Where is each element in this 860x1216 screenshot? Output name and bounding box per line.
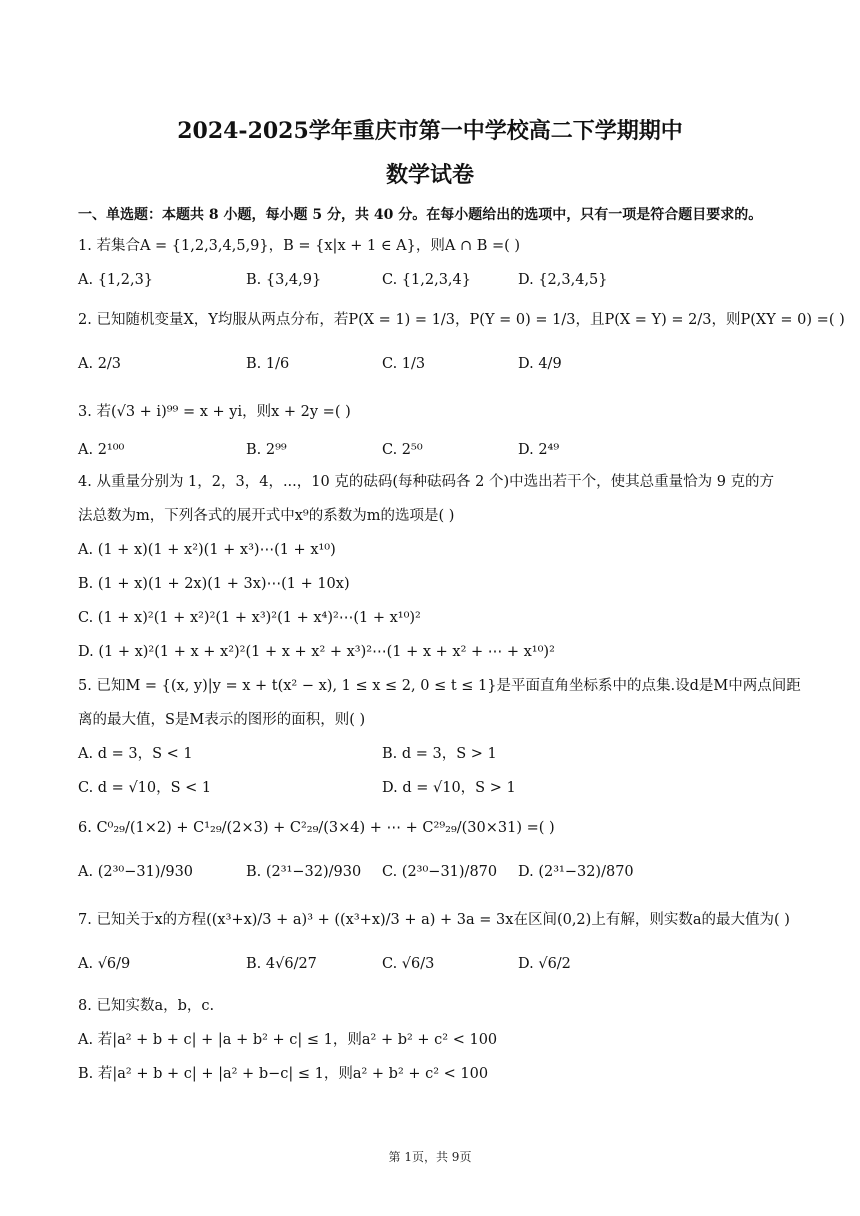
page-subtitle: 数学试卷 xyxy=(385,162,474,188)
question-7-stem: 7. 已知关于x的方程((x³+x)/3 + a)³ + ((x³+x)/3 + a) + 3a = 3x在区间(0,2)上有解，则实数a的最大值为( ) xyxy=(78,912,790,928)
q4-option-b: B. (1 + x)(1 + 2x)(1 + 3x)⋯(1 + 10x) xyxy=(78,576,350,592)
q2-option-c: C. 1/3 xyxy=(382,356,426,372)
q8-option-b: B. 若|a² + b + c| + |a² + b−c| ≤ 1，则a² + b² + c² < 100 xyxy=(78,1066,489,1082)
q1-option-d: D. {2,3,4,5} xyxy=(518,272,608,288)
q2-option-d: D. 4/9 xyxy=(518,356,562,372)
question-2-stem: 2. 已知随机变量X，Y均服从两点分布，若P(X = 1) = 1/3，P(Y = 0) = 1/3，且P(X = Y) = 2/3，则P(XY = 0) =( ) xyxy=(78,312,845,328)
question-4-stem-line1: 4. 从重量分别为 1，2，3，4，...，10 克的砝码(每种砝码各 2 个)中选出若干个，使其总重量恰为 9 克的方 xyxy=(78,474,775,490)
q1-option-c: C. {1,2,3,4} xyxy=(382,272,471,288)
question-4-stem-line2: 法总数为m，下列各式的展开式中x⁹的系数为m的选项是( ) xyxy=(78,508,455,524)
q4-option-c: C. (1 + x)²(1 + x²)²(1 + x³)²(1 + x⁴)²⋯(1 + x¹⁰)² xyxy=(78,610,421,626)
page-footer: 第 1页，共 9页 xyxy=(388,1150,472,1164)
question-1-stem: 1. 若集合A = {1,2,3,4,5,9}，B = {x|x + 1 ∈ A}，则A ∩ B =( ) xyxy=(78,238,521,254)
question-5-stem-line1: 5. 已知M = {(x, y)|y = x + t(x² − x), 1 ≤ x ≤ 2, 0 ≤ t ≤ 1}是平面直角坐标系中的点集.设d是M中两点间距 xyxy=(78,678,801,694)
q5-option-b: B. d = 3，S > 1 xyxy=(382,746,497,762)
q6-option-d: D. (2³¹−32)/870 xyxy=(518,864,634,880)
q2-option-b: B. 1/6 xyxy=(246,356,290,372)
q7-option-a: A. √6/9 xyxy=(78,956,131,972)
question-8-stem: 8. 已知实数a，b，c. xyxy=(78,998,215,1014)
q6-option-a: A. (2³⁰−31)/930 xyxy=(78,864,194,880)
q2-option-a: A. 2/3 xyxy=(78,356,122,372)
q1-option-a: A. {1,2,3} xyxy=(78,272,154,288)
section-heading: 一、单选题：本题共 8 小题，每小题 5 分，共 40 分。在每小题给出的选项中，只有一项是符合题目要求的。 xyxy=(78,207,763,223)
q1-option-b: B. {3,4,9} xyxy=(246,272,322,288)
page-title: 2024-2025学年重庆市第一中学校高二下学期期中 xyxy=(177,118,683,144)
q7-option-b: B. 4√6/27 xyxy=(246,956,317,972)
question-6-stem: 6. C⁰₂₉/(1×2) + C¹₂₉/(2×3) + C²₂₉/(3×4) + ⋯ + C²⁹₂₉/(30×31) =( ) xyxy=(78,820,555,836)
q5-option-a: A. d = 3，S < 1 xyxy=(78,746,193,762)
question-3-stem: 3. 若(√3 + i)⁹⁹ = x + yi，则x + 2y =( ) xyxy=(78,404,351,420)
q3-option-a: A. 2¹⁰⁰ xyxy=(78,442,125,458)
q7-option-c: C. √6/3 xyxy=(382,956,435,972)
q4-option-a: A. (1 + x)(1 + x²)(1 + x³)⋯(1 + x¹⁰) xyxy=(78,542,336,558)
q6-option-b: B. (2³¹−32)/930 xyxy=(246,864,362,880)
q4-option-d: D. (1 + x)²(1 + x + x²)²(1 + x + x² + x³)²⋯(1 + x + x² + ⋯ + x¹⁰)² xyxy=(78,644,555,660)
q3-option-b: B. 2⁹⁹ xyxy=(246,442,287,458)
q6-option-c: C. (2³⁰−31)/870 xyxy=(382,864,498,880)
q3-option-d: D. 2⁴⁹ xyxy=(518,442,560,458)
q3-option-c: C. 2⁵⁰ xyxy=(382,442,423,458)
q8-option-a: A. 若|a² + b + c| + |a + b² + c| ≤ 1，则a² + b² + c² < 100 xyxy=(78,1032,498,1048)
question-5-stem-line2: 离的最大值，S是M表示的图形的面积，则( ) xyxy=(78,712,366,728)
q5-option-c: C. d = √10，S < 1 xyxy=(78,780,212,796)
q5-option-d: D. d = √10，S > 1 xyxy=(382,780,516,796)
q7-option-d: D. √6/2 xyxy=(518,956,571,972)
